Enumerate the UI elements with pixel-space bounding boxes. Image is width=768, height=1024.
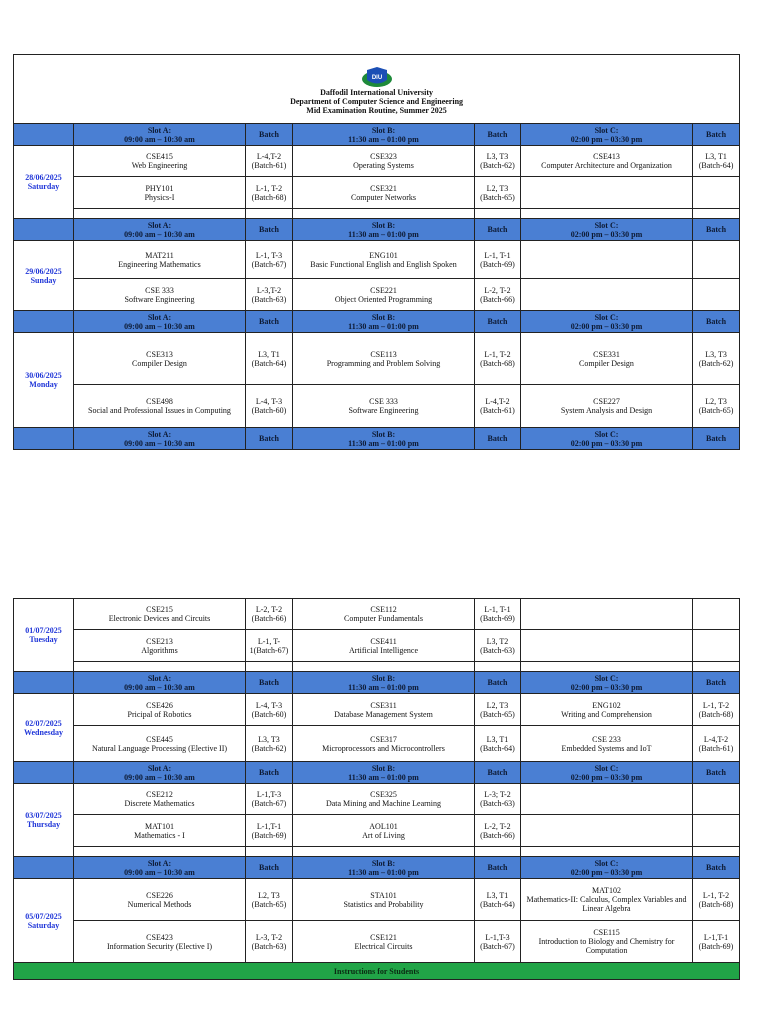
slot-a-course: CSE212 Discrete Mathematics — [74, 784, 246, 815]
slot-c-batch — [693, 241, 740, 279]
slot-b-course: CSE113 Programming and Problem Solving — [293, 333, 475, 385]
slot-a-course: MAT101 Mathematics - I — [74, 815, 246, 847]
slot-c-course — [521, 599, 693, 630]
slot-b-course: CSE311 Database Management System — [293, 694, 475, 726]
slot-a-course: CSE313 Compiler Design — [74, 333, 246, 385]
slot-c-batch — [693, 815, 740, 847]
slot-b-course: CSE325 Data Mining and Machine Learning — [293, 784, 475, 815]
slot-c-course: CSE331 Compiler Design — [521, 333, 693, 385]
slot-b-course: CSE321 Computer Networks — [293, 177, 475, 209]
slot-c-batch: L3, T1 (Batch-64) — [693, 146, 740, 177]
day-cell: 05/07/2025 Saturday — [14, 879, 74, 963]
slot-c-batch — [693, 279, 740, 311]
slot-a-batch: L-1,T-3 (Batch-67) — [246, 784, 293, 815]
slot-b-batch: L-3; T-2 (Batch-63) — [475, 784, 521, 815]
exam-row — [14, 879, 740, 921]
slot-b-course: ENG101 Basic Functional English and English Spoken — [293, 241, 475, 279]
slot-b-course: CSE 333 Software Engineering — [293, 385, 475, 428]
title-block — [14, 55, 740, 124]
slot-a-batch: L-1, T-2 (Batch-68) — [246, 177, 293, 209]
instructions-banner: Instructions for Students — [14, 963, 740, 980]
slot-a-batch: L-4, T-3 (Batch-60) — [246, 694, 293, 726]
slot-a-course: CSE423 Information Security (Elective I) — [74, 921, 246, 963]
batch-header: Batch — [246, 124, 293, 146]
exam-row — [14, 921, 740, 963]
slot-b-batch: L3, T1 (Batch-64) — [475, 726, 521, 762]
slot-header-row: Slot A: 09:00 am – 10:30 am Batch Slot B: 11:30 am – 01:00 pm Batch Slot C: 02:00 pm – 03:30 pm Batch — [14, 311, 740, 333]
slot-a-batch: L3, T1 (Batch-64) — [246, 333, 293, 385]
slot-c-batch — [693, 599, 740, 630]
slot-a-batch: L2, T3 (Batch-65) — [246, 879, 293, 921]
slot-c-batch — [693, 630, 740, 662]
exam-row — [14, 815, 740, 847]
exam-row — [14, 177, 740, 209]
slot-c-course: MAT102 Mathematics-II: Calculus, Complex Variables and Linear Algebra — [521, 879, 693, 921]
slot-b-batch: L-1, T-1 (Batch-69) — [475, 241, 521, 279]
slot-a-label: Slot A: — [147, 125, 172, 135]
slot-a-batch: L-3,T-2 (Batch-63) — [246, 279, 293, 311]
slot-b-course: STA101 Statistics and Probability — [293, 879, 475, 921]
exam-row — [14, 726, 740, 762]
slot-c-course: ENG102 Writing and Comprehension — [521, 694, 693, 726]
slot-b-label: Slot B: — [371, 125, 396, 135]
slot-a-course: CSE213 Algorithms — [74, 630, 246, 662]
slot-c-batch: L-1, T-2 (Batch-68) — [693, 879, 740, 921]
slot-b-batch: L-2, T-2 (Batch-66) — [475, 815, 521, 847]
slot-a-course: MAT211 Engineering Mathematics — [74, 241, 246, 279]
slot-a-batch: L3, T3 (Batch-62) — [246, 726, 293, 762]
slot-a-batch: L-3, T-2 (Batch-63) — [246, 921, 293, 963]
slot-b-batch: L2, T3 (Batch-65) — [475, 177, 521, 209]
university-logo-icon — [361, 66, 393, 88]
slot-c-batch: L-1,T-1 (Batch-69) — [693, 921, 740, 963]
slot-b-batch: L-1, T-1 (Batch-69) — [475, 599, 521, 630]
slot-a-batch: L-1, T-1(Batch-67) — [246, 630, 293, 662]
day-cell: 01/07/2025 Tuesday — [14, 599, 74, 672]
slot-c-time: 02:00 pm – 03:30 pm — [570, 134, 643, 144]
slot-c-course: CSE413 Computer Architecture and Organization — [521, 146, 693, 177]
slot-c-batch: L-1, T-2 (Batch-68) — [693, 694, 740, 726]
slot-header-row: Slot A: 09:00 am – 10:30 am Batch Slot B: 11:30 am – 01:00 pm Batch Slot C: 02:00 pm – 03:30 pm Batch — [14, 762, 740, 784]
department-name: Department of Computer Science and Engineering — [290, 96, 464, 106]
exam-row — [14, 630, 740, 662]
slot-a-course: CSE498 Social and Professional Issues in Computing — [74, 385, 246, 428]
slot-c-batch: L-4,T-2 (Batch-61) — [693, 726, 740, 762]
day-cell: 30/06/2025 Monday — [14, 333, 74, 428]
exam-row — [14, 333, 740, 385]
slot-a-course: PHY101 Physics-I — [74, 177, 246, 209]
routine-title: Mid Examination Routine, Summer 2025 — [306, 105, 447, 115]
slot-b-time: 11:30 am – 01:00 pm — [348, 134, 419, 144]
day-cell: 02/07/2025 Wednesday — [14, 694, 74, 762]
slot-b-course: CSE121 Electrical Circuits — [293, 921, 475, 963]
slot-c-batch: L2, T3 (Batch-65) — [693, 385, 740, 428]
slot-c-course: CSE115 Introduction to Biology and Chemistry for Computation — [521, 921, 693, 963]
slot-c-course — [521, 241, 693, 279]
slot-b-batch: L3, T1 (Batch-64) — [475, 879, 521, 921]
slot-b-batch: L3, T3 (Batch-62) — [475, 146, 521, 177]
slot-a-batch: L-4,T-2 (Batch-61) — [246, 146, 293, 177]
slot-header-row — [14, 124, 740, 146]
day-cell: 29/06/2025 Sunday — [14, 241, 74, 311]
slot-a-batch: L-4, T-3 (Batch-60) — [246, 385, 293, 428]
slot-a-batch: L-2, T-2 (Batch-66) — [246, 599, 293, 630]
slot-b-batch: L3, T2 (Batch-63) — [475, 630, 521, 662]
slot-b-batch: L-2, T-2 (Batch-66) — [475, 279, 521, 311]
slot-b-batch: L-4,T-2 (Batch-61) — [475, 385, 521, 428]
slot-a-course: CSE415 Web Engineering — [74, 146, 246, 177]
slot-b-course: CSE411 Artificial Intelligence — [293, 630, 475, 662]
exam-row — [14, 784, 740, 815]
slot-c-course: CSE227 System Analysis and Design — [521, 385, 693, 428]
slot-a-batch: L-1, T-3 (Batch-67) — [246, 241, 293, 279]
batch-header: Batch — [693, 124, 740, 146]
slot-c-course — [521, 177, 693, 209]
slot-c-course — [521, 784, 693, 815]
slot-c-course: CSE 233 Embedded Systems and IoT — [521, 726, 693, 762]
slot-a-batch: L-1,T-1 (Batch-69) — [246, 815, 293, 847]
exam-row — [14, 146, 740, 177]
slot-c-batch — [693, 177, 740, 209]
routine-table-page-1 — [13, 54, 740, 450]
slot-a-course: CSE 333 Software Engineering — [74, 279, 246, 311]
routine-table-page-2 — [13, 598, 740, 980]
exam-row — [14, 694, 740, 726]
day-cell: 28/06/2025 Saturday — [14, 146, 74, 219]
slot-c-course — [521, 815, 693, 847]
logo-text: DIU — [371, 74, 382, 81]
slot-header-row: Slot A: 09:00 am – 10:30 am Batch Slot B: 11:30 am – 01:00 pm Batch Slot C: 02:00 pm – 03:30 pm Batch — [14, 672, 740, 694]
slot-a-course: CSE426 Pricipal of Robotics — [74, 694, 246, 726]
slot-a-course: CSE445 Natural Language Processing (Elective II) — [74, 726, 246, 762]
exam-row — [14, 599, 740, 630]
slot-b-batch: L-1, T-2 (Batch-68) — [475, 333, 521, 385]
slot-b-course: CSE221 Object Oriented Programming — [293, 279, 475, 311]
slot-c-course — [521, 630, 693, 662]
slot-header-row: Slot A: 09:00 am – 10:30 am Batch Slot B: 11:30 am – 01:00 pm Batch Slot C: 02:00 pm – 03:30 pm Batch — [14, 428, 740, 450]
slot-c-label: Slot C: — [594, 125, 619, 135]
exam-row — [14, 241, 740, 279]
university-name: Daffodil International University — [320, 87, 433, 97]
slot-c-batch: L3, T3 (Batch-62) — [693, 333, 740, 385]
slot-header-row: Slot A: 09:00 am – 10:30 am Batch Slot B: 11:30 am – 01:00 pm Batch Slot C: 02:00 pm – 03:30 pm Batch — [14, 219, 740, 241]
slot-b-course: CSE317 Microprocessors and Microcontrollers — [293, 726, 475, 762]
slot-header-row: Slot A: 09:00 am – 10:30 am Batch Slot B: 11:30 am – 01:00 pm Batch Slot C: 02:00 pm – 03:30 pm Batch — [14, 857, 740, 879]
slot-c-course — [521, 279, 693, 311]
exam-row — [14, 279, 740, 311]
batch-header: Batch — [475, 124, 521, 146]
slot-c-batch — [693, 784, 740, 815]
slot-a-time: 09:00 am – 10:30 am — [124, 134, 195, 144]
day-cell: 03/07/2025 Thursday — [14, 784, 74, 857]
slot-b-batch: L-1,T-3 (Batch-67) — [475, 921, 521, 963]
slot-b-course: CSE323 Operating Systems — [293, 146, 475, 177]
slot-a-course: CSE215 Electronic Devices and Circuits — [74, 599, 246, 630]
slot-a-course: CSE226 Numerical Methods — [74, 879, 246, 921]
slot-b-course: AOL101 Art of Living — [293, 815, 475, 847]
slot-b-batch: L2, T3 (Batch-65) — [475, 694, 521, 726]
exam-row — [14, 385, 740, 428]
slot-b-course: CSE112 Computer Fundamentals — [293, 599, 475, 630]
